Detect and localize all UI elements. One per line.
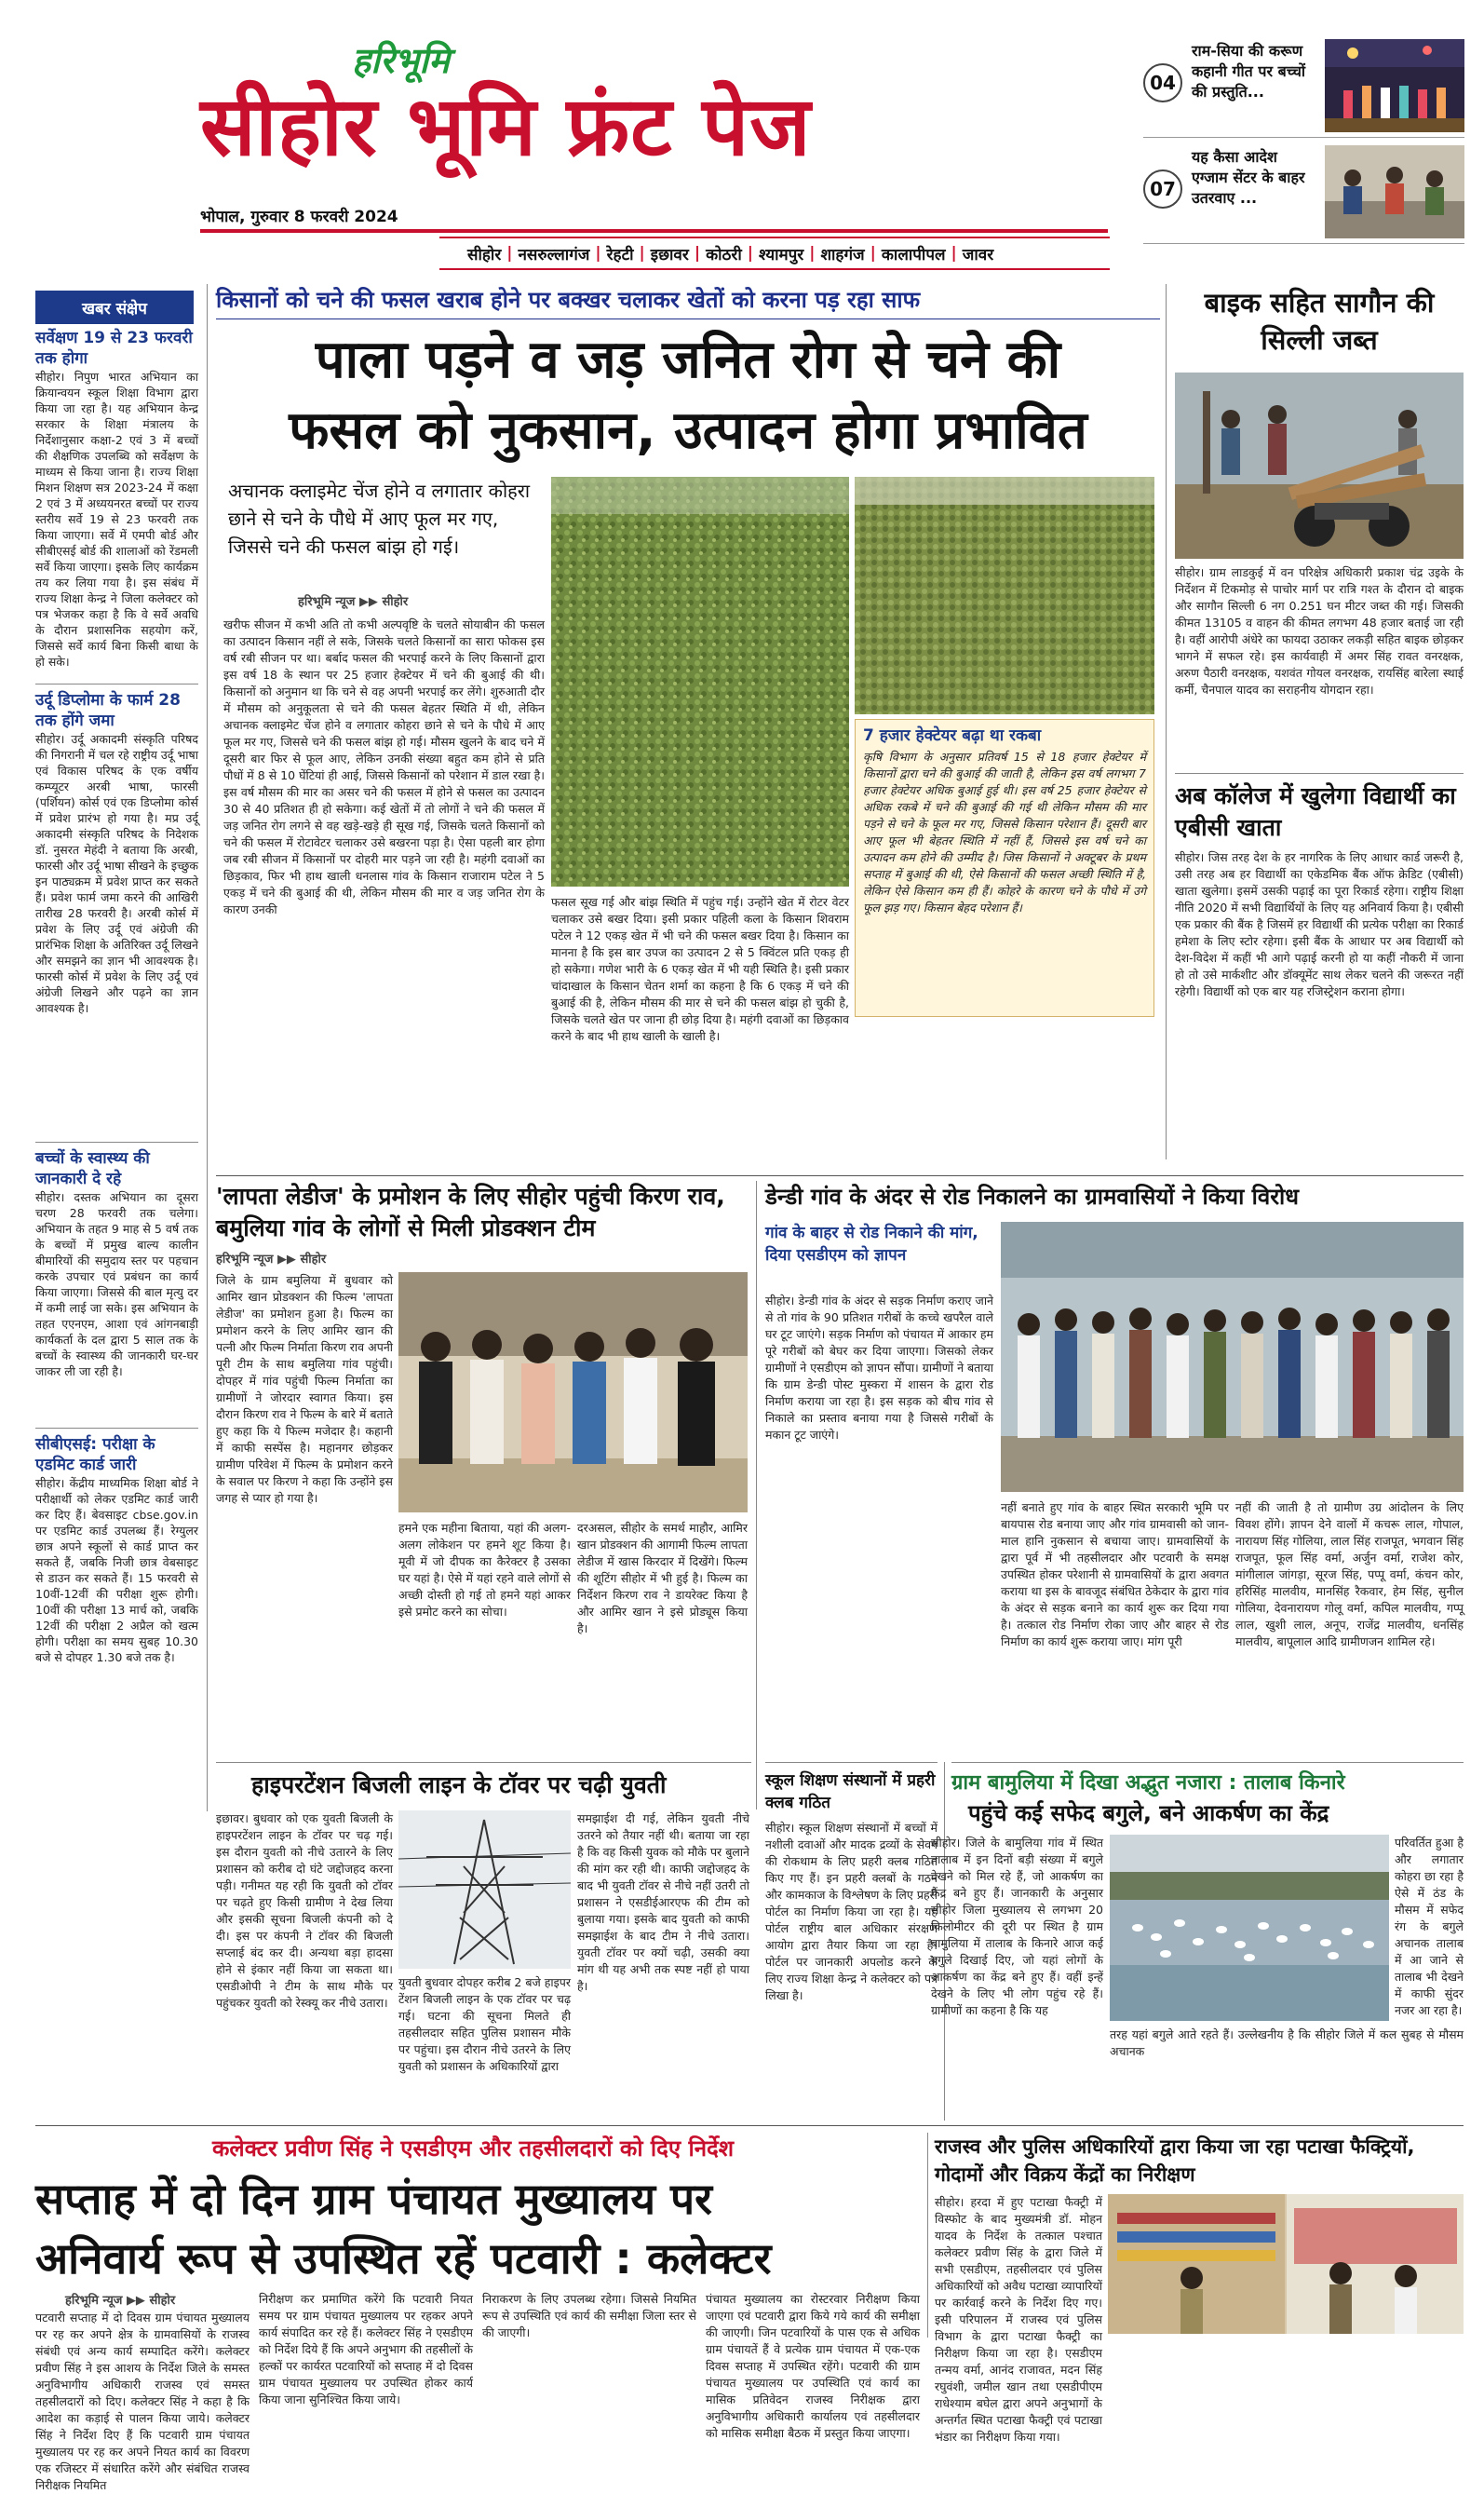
laapata-byline: हरिभूमि न्यूज ▶▶ सीहोर xyxy=(216,1253,327,1267)
teaser-page-number: 04 xyxy=(1143,63,1182,102)
school-body: सीहोर। स्कूल शिक्षण संस्थानों में बच्चों में नशीली दवाओं और मादक द्रव्यों के सेवन की रोकथाम के लिए प्रहरी क्लब गठित किए गए हैं। इन प्रहरी क्लबों के गठन और कामकाज के विश्लेषण के लिए प्रहरी पोर्टल का निर्माण किया जा रहा है। यह पोर्टल राष्ट्रीय बाल अधिकार संरक्षण आयोग द्वारा तैयार किया जा रहा है। पोर्टल पर जानकारी अपलोड करने के लिए राज्य शिक्षा केन्द्र ने कलेक्टर को पत्र लिखा है। xyxy=(765,1821,938,2002)
photo-egrets-pond xyxy=(1110,1835,1389,2021)
photo-villagers-memorandum xyxy=(1001,1222,1464,1492)
patwari-byline: हरिभूमि न्यूज ▶▶ सीहोर xyxy=(65,2294,176,2308)
laapata-body: जिले के ग्राम बमुलिया में बुधवार को आमिर खान प्रोडक्शन की फिल्म 'लापता लेडीज' का प्रमोशन हुआ है। फिल्म का प्रमोशन करने के लिए आमिर खान की पत्नी और फिल्म निर्माता किरण राव अपनी पूरी टीम के साथ बमुलिया गांव पहुंची। दोपहर में गांव पहुंची फिल्म निर्माता का ग्रामीणों ने जोरदार स्वागत किया। इस दौरान किरण राव ने फिल्म के बारे में बताते हुए कहा कि ये फिल्म मजेदार है। कहानी में काफी सस्पेंस है। महानगर छोड़कर ग्रामीण परिवेश में फिल्म के प्रमोशन करने के सवाल पर किरण ने कहा कि उन्होंने इस जगह से प्यार हो गया है। xyxy=(216,1273,393,1505)
town-item[interactable]: रेहटी xyxy=(606,245,634,264)
teak-headline: बाइक सहित सागौन की सिल्ली जब्त xyxy=(1204,287,1435,356)
lead-headline-1: पाला पड़ने व जड़ जनित रोग से चने की xyxy=(315,330,1061,390)
laapata-headline: 'लापता लेडीज' के प्रमोशन के लिए सीहोर पहुंची किरण राव, बमुलिया गांव के लोगों से मिली प्रोडक्शन टीम xyxy=(216,1183,725,1241)
town-item[interactable]: जावर xyxy=(962,245,994,264)
town-item[interactable]: नसरुल्लागंज xyxy=(518,245,590,264)
lead-headline-2: फसल को नुकसान, उत्पादन होगा प्रभावित xyxy=(289,400,1087,461)
brief-headline: सर्वेक्षण 19 से 23 फरवरी तक होगा xyxy=(35,329,193,368)
birds-headline: पहुंचे कई सफेद बगुले, बने आकर्षण का केंद्र xyxy=(968,1800,1329,1826)
acreage-box-body: कृषि विभाग के अनुसार प्रतिवर्ष 15 से 18 हजार हेक्टेयर में किसानों द्वारा चने की बुआई की जाती है, लेकिन इस वर्ष लगभग 7 हजार हेक्टेयर अधिक बुआई हुई थी। इस वर्ष 25 हजार हेक्टेयर से अधिक रकबे में चने की बुआई की गई थी लेकिन मौसम की मार पड़ने से चने के फूल मर गए, जिससे किसान परेशान हैं। दूसरी बार आए फूल भी बेहतर स्थिति में नहीं हैं, जिससे इस वर्ष चने का उत्पादन कम होने की उम्मीद है। जिस किसानों ने अक्टूबर के प्रथम सप्ताह में बुआई की थी, ऐसे किसानों की फसल अच्छी स्थिति में है, लेकिन ऐसे किसान कम ही हैं। कोहरे के कारण चने के पौधे में उगे फूल झड़ गए। किसान बेहद परेशान हैं। xyxy=(863,750,1146,915)
teak-body: सीहोर। ग्राम लाडकुई में वन परिक्षेत्र अधिकारी प्रकाश चंद्र उइके के निर्देशन में टिकमोड़ से पाचोर मार्ग पर रात्रि गश्त के दौरान दो बाइक और सागौन सिल्ली 6 नग 0.251 घन मीटर जब्त की गई। जिसकी कीमत 13105 व वाहन की कीमत लगभग 48 हजार बताई जा रही है। वहीं आरोपी अंधेरे का फायदा उठाकर लकड़ी सहित बाइक छोड़कर भागने में सफल रहे। इस कार्यवाही में अमर सिंह रावत वनरक्षक, अरुण पैठारी वनरक्षक, यशवंत गोयल वनरक्षक, रायसिंह बारेला स्थाई कर्मी, चैनपाल यादव का सराहनीय योगदान रहा। xyxy=(1175,565,1464,697)
teaser-photo-stage xyxy=(1325,39,1464,132)
laapata-body-3: दरअसल, सीहोर के समर्थ माहौर, आमिर खान प्रोडक्शन की आगामी फिल्म लापता लेडीज में खास किरदार में दिखेंगे। फिल्म की शूटिंग सीहोर में भी हुई है। फिल्म का निर्देशन किरण राव ने डायरेक्ट किया है और आमिर खान ने इसे प्रोड्यूस किया है। xyxy=(577,1521,748,1635)
lead-body: खरीफ सीजन में कभी अति तो कभी अल्पवृष्टि के चलते सोयाबीन की फसल का उत्पादन किसान नहीं ले सके, जिसके चलते किसानों का सारा फोकस इस वर्ष रबी सीजन पर था। बर्बाद फसल की भरपाई करने के लिए किसानों द्वारा इस वर्ष 18 के स्थान पर 25 हजार हेक्टेयर में चने की बुआई की थी। किसानों को अनुमान था कि चने से वह अपनी भरपाई कर लेंगे। शुरुआती दौर में मौसम को अनुकूलता से चने की फसल बेहतर स्थिति में थी, लेकिन अचानक क्लाइमेट चेंज होने व लगातार कोहरा छाने से चने के पौधे में आए फूल मर गए, जिससे चने की फसल बांझ हो गई। मौसम खुलने के बाद चने में दूसरी बार फिर से फूल आए, लेकिन उनकी संख्या बहुत कम होने से प्रति पौधों में 8 से 10 घेंटियां ही आई, जिससे किसानों को परेशान में डाल रखा है। इस वर्ष मौसम की मार का असर चने की फसल में होने से फसल का उत्पादन 30 से 40 प्रतिशत ही हो सकेगा। कई खेतों में तो लोगों ने चने की फसल में जड़ जनित रोग लगने से वह खड़े-खड़े ही सूख गई, जिसके चलते किसानों को चने की फसल में रोटावेटर चलाकर उसे बखरना पड़ा है। ऐसा पहली बार होगा जब रबी सीजन में किसानों पर दोहरी मार पड़ने जा रही है। महंगी दवाओं का छिड़काव, फिर भी हाथ खाली धनलास गांव के किसान राजाराम पटेल ने 5 एकड़ में चने की बुआई की थी, लेकिन मौसम की मार व जड़ जनित रोग के कारण उनकी xyxy=(223,617,545,916)
birds-kicker: ग्राम बामुलिया में दिखा अद्भुत नजारा : तालाब किनारे xyxy=(951,1771,1345,1795)
acreage-box-title: 7 हजार हेक्टेयर बढ़ा था रकबा xyxy=(863,726,1042,745)
masthead-rule xyxy=(200,229,1108,233)
brief-body: सीहोर। उर्दू अकादमी संस्कृति परिषद की निगरानी में चल रहे राष्ट्रीय उर्दू भाषा एवं विकास परिषद के एक वर्षीय कम्प्यूटर अरबी भाषा, फारसी (पर्शियन) कोर्स एवं एक डिप्लोमा कोर्स में प्रवेश प्रारंभ हो गया है। मप्र उर्दू अकादमी संस्कृति परिषद के निदेशक डॉ. नुसरत मेहंदी ने बताया कि अरबी, फारसी और उर्दू भाषा सीखने के इच्छुक इन पाठ्यक्रम में प्रवेश प्राप्त कर सकते हैं। प्रवेश फार्म जमा करने की आखिरी तारीख 28 फरवरी है। अरबी कोर्स में प्रवेश के लिए उर्दू एवं अंग्रेजी की प्रारंभिक शिक्षा के अतिरिक्त उर्दू लिखने और समझने का ज्ञान भी आवश्यक है। फारसी कोर्स में प्रवेश के लिए उर्दू एवं अंग्रेजी लिखने और पढ़ने का ज्ञान आवश्यक है। xyxy=(35,732,198,1015)
fireworks-headline: राजस्व और पुलिस अधिकारियों द्वारा किया जा रहा पटाखा फैक्ट्रियों, गोदामों और विक्रय केंद्रों का निरीक्षण xyxy=(935,2135,1415,2186)
birds-body: सीहोर। जिले के बामुलिया गांव में स्थित तालाब में इन दिनों बड़ी संख्या में बगुले देखने को मिल रहे हैं, जो आकर्षण का केंद्र बने हुए हैं। जानकारी के अनुसार सीहोर जिला मुख्यालय से लगभग 20 किलोमीटर की दूरी पर स्थित है ग्राम बामुलिया में तालाब के किनारे आज कई बगुले दिखाई दिए, जो यहां लोगों के आकर्षण का केंद्र बने हुए हैं। वहीं इन्हें देखने के लिए भी लोग पहुंच रहे हैं। ग्रामीणों का कहना है कि यह xyxy=(931,1836,1103,2017)
teaser-box[interactable] xyxy=(1143,142,1464,244)
tower-body: इछावर। बुधवार को एक युवती बिजली के हाइपरटेंशन लाइन के टॉवर पर चढ़ गई। इस दौरान युवती को नीचे उतारने के लिए प्रशासन को करीब दो घंटे जद्दोजहद करना पड़ी। गनीमत यह रही कि युवती को टॉवर पर चढ़ते हुए किसी ग्रामीण ने देख लिया और इसकी सूचना बिजली कंपनी को दे दी। इस पर कंपनी ने टॉवर की बिजली सप्लाई बंद कर दी। अन्यथा बड़ा हादसा होने से इंकार नहीं किया जा सकता था। एसडीओपी ने टीम के साथ मौके पर पहुंचकर युवती को रेस्क्यू कर नीचे उतारा। xyxy=(216,1811,393,2010)
town-nav: सीहोर | नसरुल्लागंज | रेहटी | इछावर | कोठरी | श्यामपुर | शाहगंज | कालापीपल | जावर xyxy=(439,237,1110,270)
brief-headline: उर्दू डिप्लोमा के फार्म 28 तक होंगे जमा xyxy=(35,691,181,730)
town-item[interactable]: सीहोर xyxy=(467,245,502,264)
patwari-kicker: कलेक्टर प्रवीण सिंह ने एसडीएम और तहसीलदारों को दिए निर्देश xyxy=(212,2135,735,2162)
lead-deck: अचानक क्लाइमेट चेंज होने व लगातार कोहरा छाने से चने के पौधे में आए फूल मर गए, जिससे चने की फसल बांझ हो गई। xyxy=(228,480,531,558)
lead-byline: हरिभूमि न्यूज ▶▶ सीहोर xyxy=(298,595,409,609)
brief-body: सीहोर। केंद्रीय माध्यमिक शिक्षा बोर्ड ने परीक्षार्थी को लेकर एडमिट कार्ड जारी कर दिए हैं। बेवसाइट cbse.gov.in पर एडमिट कार्ड उपलब्ध हैं। रेग्युलर छात्र अपने स्कूलों से कार्ड प्राप्त कर सकते हैं, जबकि निजी छात्र वेबसाइट से डाउन कर सकते हैं। 15 फरवरी से 10वीं-12वीं की परीक्षा शुरू होगी। 10वीं की परीक्षा 13 मार्च को, जबकि 12वीं की परीक्षा 2 अप्रैल को खत्म होगी। परीक्षा का समय सुबह 10.30 बजे से दोपहर 1.30 बजे तक है। xyxy=(35,1476,198,1664)
patwari-body: पटवारी सप्ताह में दो दिवस ग्राम पंचायत मुख्यालय पर रह कर अपने क्षेत्र के ग्रामवासियों के राजस्व संबंधी एवं अन्य कार्य सम्पादित करेंगे। कलेक्टर प्रवीण सिंह ने इस आशय के निर्देश जिले के समस्त अनुविभागीय अधिकारी राजस्व एवं समस्त तहसीलदारों को दिए। कलेक्टर सिंह ने कहा है कि आदेश का कड़ाई से पालन किया जाये। कलेक्टर सिंह ने निर्देश दिए हैं कि पटवारी ग्राम पंचायत मुख्यालय पर रह कर अपने नियत कार्य का विवरण एक रजिस्टर में संधारित करेंगे और संबंधित राजस्व निरीक्षक नियमित xyxy=(35,2311,250,2492)
dateline: भोपाल, गुरुवार 8 फरवरी 2024 xyxy=(200,208,398,226)
brief-headline: बच्चों के स्वास्थ्य की जानकारी दे रहे xyxy=(35,1149,150,1188)
patwari-headline-2: अनिवार्य रूप से उपस्थित रहें पटवारी : कलेक्टर xyxy=(35,2233,772,2284)
road-body-3: नहीं की जाती है तो ग्रामीण उग्र आंदोलन के लिए विवश होंगे। ज्ञापन देने वालों में कचरू लाल, गोपाल, नारायण सिंह गोलिया, लाल सिंह राजपूत, भगवान सिंह राजपूत, फूल सिंह वर्मा, अर्जुन वर्मा, राजेश कोर, मांगीलाल जांगड़ा, सूरज सिंह, पप्पू वर्मा, कंचन कोर, हरिसिंह मालवीय, मानसिंह रैकवार, हेम सिंह, सुनील गोलिया, देवनारायण गोलू वर्मा, कपिल मालवीय, गप्पू लाल, खुशी लाल, अनूप, राजेंद्र मालवीय, धनसिंह मालवीय, बापूलाल आदि ग्रामीणजन शामिल रहे। xyxy=(1235,1500,1464,1648)
birds-body-2: परिवर्तित हुआ है और लगातार कोहरा छा रहा है ऐसे में ठंड के मौसम में सफेद रंग के बगुले अचानक तालाब में आ जाने से तालाब भी देखने में काफी सुंदर नजर आ रहा है। xyxy=(1395,1836,1464,2017)
school-headline: स्कूल शिक्षण संस्थानों में प्रहरी क्लब गठित xyxy=(765,1771,936,1812)
town-item[interactable]: कालापीपल xyxy=(881,245,946,264)
teaser-photo-exam xyxy=(1325,145,1464,238)
birds-body-3: तरह यहां बगुले आते रहते हैं। उल्लेखनीय है कि सीहोर जिले में कल सुबह से मौसम अचानक xyxy=(1110,2027,1464,2058)
patwari-headline-1: सप्ताह में दो दिन ग्राम पंचायत मुख्यालय पर xyxy=(35,2174,712,2224)
abc-body: सीहोर। जिस तरह देश के हर नागरिक के लिए आधार कार्ड जरूरी है, उसी तरह अब हर विद्यार्थी का एकेडमिक बैंक ऑफ क्रेडिट (एबीसी) खाता खुलेगा। इसमें उसकी पढ़ाई का पूरा रिकार्ड रहेगा। राष्ट्रीय शिक्षा नीति 2020 में सभी विद्यार्थियों के लिए यह अनिवार्य किया है। एबीसी एक प्रकार की बैंक है जिसमें हर विद्यार्थी की प्रत्येक परीक्षा का रिकार्ड हमेशा के लिए स्टोर रहेगा। इसी बैंक के आधार पर अब विद्यार्थी को देश-विदेश में कहीं भी आगे पढ़ाई करनी हो या कहीं नौकरी में जाना हो तो उसे मार्कशीट और डॉक्यूमेंट साथ लेकर चलने की जरूरत नहीं रहेगी। विद्यार्थी को एक बार यह रजिस्ट्रेशन कराना होगा। xyxy=(1175,850,1464,998)
lead-body-continued: फसल सूख गई और बांझ स्थिति में पहुंच गई। उन्होंने खेत में रोटर वेटर चलाकर उसे बखर दिया। इसी प्रकार पहिली कला के किसान शिवराम पटेल ने 12 एकड़ खेत में भी चने की फसल बखर दिया है। किसान का मानना है कि इस बार उपज का उत्पादन 2 से 5 क्विंटल प्रति एकड़ ही हो सकेगा। गणेश भारी के 6 एकड़ खेत में भी यही स्थिति है। इसी प्रकार चांदाखाल के किसान चेतन शर्मा का कहना है कि 6 एकड़ में चने की बुआई की है, लेकिन मौसम की मार से चने की फसल बांझ हो चुकी है, जिसके चलते खेत पर जाना ही छोड़ दिया है। महंगी दवाओं का छिड़काव करने के बाद भी हाथ खाली के खाली है। xyxy=(551,895,849,1043)
brief-body: सीहोर। दस्तक अभियान का दूसरा चरण 28 फरवरी तक चलेगा। अभियान के तहत 9 माह से 5 वर्ष तक के बच्चों में प्रमुख बाल्य कालीन बीमारियों की समुदाय स्तर पर पहचान करके उपचार एवं प्रबंधन का कार्य किया जाएगा। जिससे की बाल मृत्यु दर में कमी लाई जा सके। इस अभियान के तहत एएनएम, आशा एवं आंगनबाड़ी कार्यकर्ता के दल द्वारा 5 साल तक के बच्चों के स्वास्थ्य की जानकारी घर-घर जाकर ली जा रही है। xyxy=(35,1190,198,1378)
photo-kiran-rao-team xyxy=(398,1272,748,1512)
patwari-body-4: पंचायत मुख्यालय का रोस्टरवार निरीक्षण किया जाएगा एवं पटवारी द्वारा किये गये कार्य की समीक्षा की जाएगी। जिन पटवारियों के पास एक से अधिक ग्राम पंचायतें हैं वे प्रत्येक ग्राम पंचायत में एक-एक दिवस सप्ताह में उपस्थित रहेंगे। पटवारी की ग्राम पंचायत मुख्यालय पर उपस्थिति एवं कार्य का मासिक प्रतिवेदन राजस्व निरीक्षक द्वारा अनुविभागीय अधिकारी कार्यालय एवं तहसीलदार को मासिक समीक्षा बैठक में प्रस्तुत किया जाएगा। xyxy=(706,2292,920,2440)
page-title: सीहोर भूमि फ्रंट पेज xyxy=(200,78,812,174)
teaser-page-number: 07 xyxy=(1143,169,1182,209)
road-body-2: नहीं बनाते हुए गांव के बाहर स्थित सरकारी भूमि पर बायपास रोड बनाया जाए और गांव ग्रामवासी को जान-माल हानि नुकसान से बचाया जाए। ग्रामवासियों के द्वारा पूर्व में भी तहसीलदार और पटवारी के समक्ष उपस्थित होकर परेशानी से ग्रामवासियों के द्वारा अवगत कराया था इस के बावजूद संबंधित ठेकेदार के द्वारा गांव के अंदर से सड़क बनाने का कार्य शुरू कर दिया गया है। तत्काल रोड निर्माण रोका जाए और बाहर से रोड निर्माण का कार्य शुरू कराया जाए। मांग पूरी xyxy=(1001,1500,1229,1648)
teaser-box[interactable] xyxy=(1143,35,1464,138)
brief-body: सीहोर। निपुण भारत अभियान का क्रियान्वयन स्कूल शिक्षा विभाग द्वारा किया जा रहा है। यह अभियान केन्द्र सरकार के शिक्षा मंत्रालय के निर्देशानुसार कक्षा-2 एवं 3 में बच्चों की शैक्षणिक उपलब्धि को सर्वेक्षण के माध्यम से किया जाना है। राज्य शिक्षा मिशन शिक्षण सत्र 2023-24 में कक्षा 2 एवं 3 में अध्ययनरत बच्चों पर राज्य स्तरीय सर्वे 19 से 23 फरवरी तक किया जाएगा। सर्वे में एमपी बोर्ड और सीबीएसई बोर्ड की शालाओं को रेंडमली सर्वे किया जाएगा। इसके लिए कार्यक्रम तय कर लिया गया है। इस संबंध में राज्य शिक्षा केन्द्र ने जिला कलेक्टर को पत्र भेजकर कहा है कि वे सर्वे अवधि के दौरान प्रशासनिक सहयोग करें, जिससे सर्वे कार्य बिना किसी बाधा के हो सके। xyxy=(35,370,198,669)
patwari-body-3: निराकरण के लिए उपलब्ध रहेगा। जिससे नियमित रूप से उपस्थिति एवं कार्य की समीक्षा जिला स्तर से की जाएगी। xyxy=(482,2292,696,2339)
briefs-column xyxy=(35,328,198,1725)
laapata-body-2: हमने एक महीना बिताया, यहां की अलग-अलग लोकेशन पर हमने शूट किया है। मूवी में जो दीपक का कैरेक्टर है उसका घर यहां है। ऐसे में यहां रहने वाले लोगों से अच्छी दोस्ती हो गई तो हमने यहां आकर इसे प्रमोट करने का सोचा। xyxy=(398,1521,571,1619)
photo-seized-teak xyxy=(1175,373,1464,559)
photo-chickpea-field-1 xyxy=(551,477,849,887)
fireworks-body: सीहोर। हरदा में हुए पटाखा फैक्ट्री में विस्फोट के बाद मुख्यमंत्री डॉ. मोहन यादव के निर्देश के तत्काल पश्चात कलेक्टर प्रवीण सिंह के द्वारा जिले में सभी एसडीएम, तहसीलदार एवं पुलिस अधिकारियों को अवैध पटाखा व्यापारियों पर कार्रवाई करने के निर्देश दिए गए। इसी परिपालन में राजस्व एवं पुलिस विभाग के द्वारा पटाखा फैक्ट्री का निरीक्षण किया जा रहा है। एसडीएम तन्मय वर्मा, आनंद राजावत, मदन सिंह रघुवंशी, जमील खान तथा एसडीपीएम राधेश्याम बघेल द्वारा अपने अनुभागों के अन्तर्गत स्थित पटाखा फैक्ट्री एवं पटाखा भंडार का निरीक्षण किया गया। xyxy=(935,2195,1102,2444)
abc-headline: अब कॉलेज में खुलेगा विद्यार्थी का एबीसी खाता xyxy=(1175,782,1456,841)
town-item[interactable]: श्यामपुर xyxy=(758,245,804,264)
town-item[interactable]: कोठरी xyxy=(706,245,742,264)
road-body: सीहोर। डेन्डी गांव के अंदर से सड़क निर्माण कराए जाने से तो गांव के 90 प्रतिशत गरीबों के कच्चे खपरैल वाले घर टूट जाएंगे। सड़क निर्माण को पंचायत में आकार हम पूरे गरीबों को बेघर कर दिया जाएगा। जिसको लेकर ग्रामीणों ने एसडीएम को ज्ञापन सौंपा। ग्रामीणों ने बताया कि ग्राम डेन्डी पोस्ट मुस्करा में शासन के द्वारा रोड निर्माण कराया जा रहा है। इस सड़क को बीच गांव से निकाले का प्रस्ताव बनाया गया है जिससे गरीबों के मकान टूट जाएंगे। xyxy=(765,1294,993,1442)
patwari-body-2: निरीक्षण कर प्रमाणित करेंगे कि पटवारी नियत समय पर ग्राम पंचायत मुख्यालय पर रहकर अपने कार्य संपादित कर रहे हैं। कलेक्टर सिंह ने एसडीएम को निर्देश दिये हैं कि अपने अनुभाग की तहसीलों के हल्कों पर कार्यरत पटवारियों को सप्ताह में दो दिवस ग्राम पंचायत मुख्यालय पर उपस्थित होकर कार्य किया जाना सुनिश्चित किया जाये। xyxy=(259,2292,473,2406)
road-subhead: गांव के बाहर से रोड निकाने की मांग, दिया एसडीएम को ज्ञापन xyxy=(765,1224,978,1265)
photo-firecracker-inspection xyxy=(1108,2194,1464,2334)
lead-kicker: किसानों को चने की फसल खराब होने पर बक्खर चलाकर खेतों को करना पड़ रहा साफ xyxy=(216,287,921,313)
tower-headline: हाइपरटेंशन बिजली लाइन के टॉवर पर चढ़ी युवती xyxy=(251,1771,667,1798)
brief-headline: सीबीएसई: परीक्षा के एडमिट कार्ड जारी xyxy=(35,1435,155,1474)
acreage-box xyxy=(855,719,1154,1017)
road-headline: डेन्डी गांव के अंदर से रोड निकालने का ग्रामवासियों ने किया विरोध xyxy=(765,1184,1300,1210)
town-item[interactable]: इछावर xyxy=(650,245,689,264)
teaser-text[interactable]: राम-सिया की करूण कहानी गीत पर बच्चों की प्रस्तुति... xyxy=(1192,42,1306,101)
briefs-label: खबर संक्षेप xyxy=(35,291,194,324)
tower-body-3: समझाईश दी गई, लेकिन युवती नीचे उतरने को तैयार नहीं थी। बताया जा रहा है कि वह किसी युवक को मौके पर बुलाने की मांग कर रही थी। काफी जद्दोजहद के बाद भी युवती टॉवर से नीचे नहीं उतरी तो प्रशासन ने एसडीईआरएफ की टीम को बुलाया गया। इसके बाद युवती को काफी समझाईश के बाद टीम ने नीचे उतारा। युवती टॉवर पर क्यों चढ़ी, उसकी क्या मांग थी यह अभी तक स्पष्ट नहीं हो पाया है। xyxy=(577,1811,749,1993)
teaser-text[interactable]: यह कैसा आदेश एग्जाम सेंटर के बाहर उतरवाए ... xyxy=(1192,148,1305,207)
town-item[interactable]: शाहगंज xyxy=(820,245,865,264)
photo-chickpea-field-2 xyxy=(855,477,1154,714)
photo-transmission-tower xyxy=(398,1810,571,1969)
tower-body-2: युवती बुधवार दोपहर करीब 2 बजे हाइपर टेंशन बिजली लाइन के एक टॉवर पर चढ़ गई। घटना की सूचना मिलते ही तहसीलदार सहित पुलिस प्रशासन मौके पर पहुंचा। इस दौरान नीचे उतरने के लिए युवती को प्रशासन के अधिकारियों द्वारा xyxy=(398,1975,571,2073)
brand-logo: हरिभूमि xyxy=(352,40,450,81)
